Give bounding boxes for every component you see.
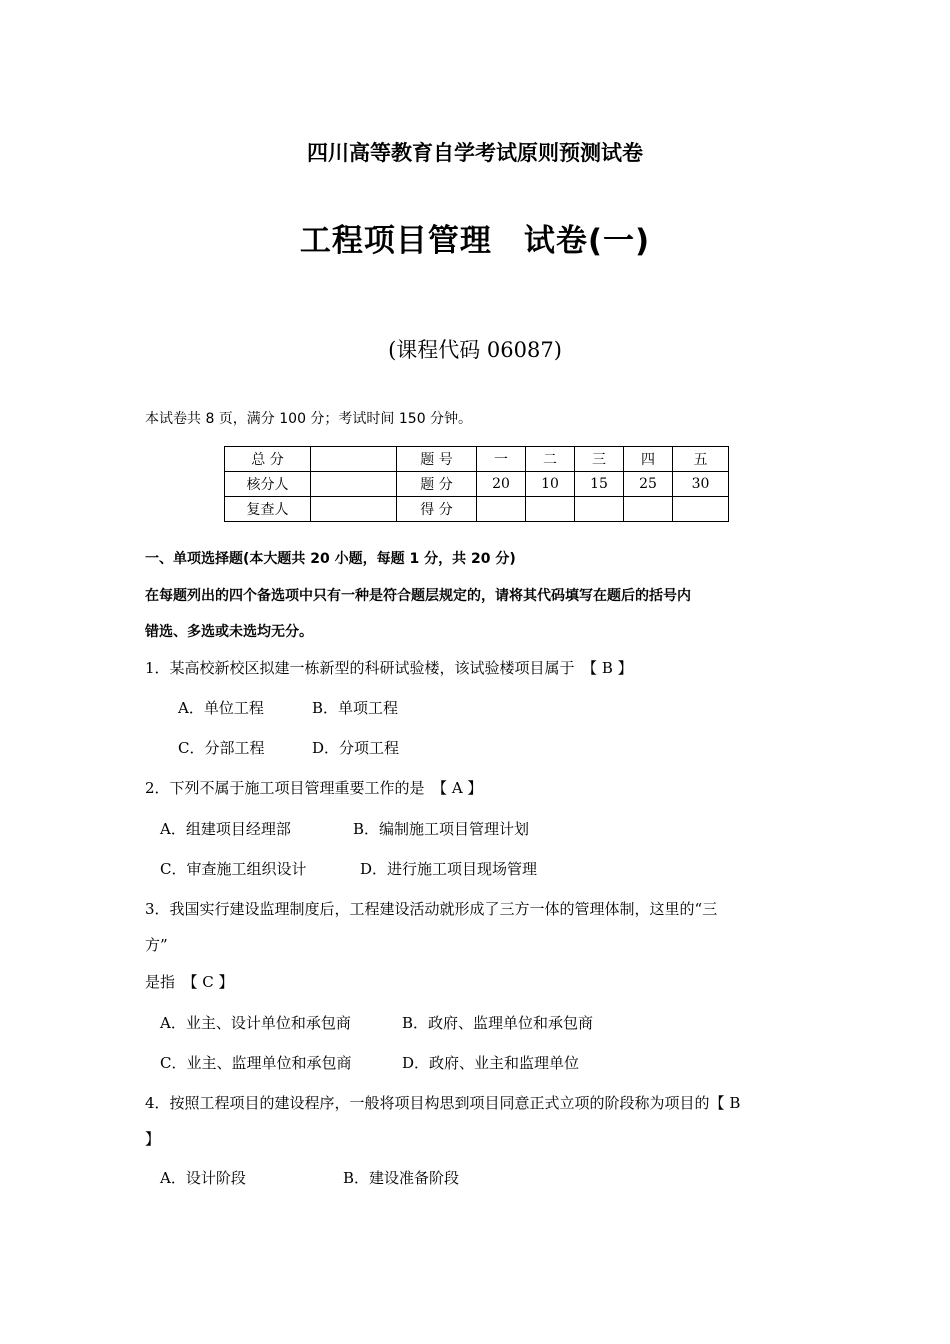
table-cell: 30 — [673, 472, 729, 497]
table-cell — [311, 447, 397, 472]
option-a: A．业主、设计单位和承包商 — [160, 1014, 351, 1032]
option-a: A．设计阶段 — [160, 1169, 246, 1187]
table-cell: 复查人 — [225, 497, 311, 522]
section-heading: 一、单项选择题(本大题共 20 小题，每题 1 分，共 20 分) — [145, 551, 516, 567]
table-cell: 五 — [673, 447, 729, 472]
table-cell: 四 — [624, 447, 673, 472]
table-cell[interactable] — [575, 497, 624, 522]
option-d: D．分项工程 — [312, 739, 400, 757]
table-cell: 三 — [575, 447, 624, 472]
table-cell: 二 — [526, 447, 575, 472]
question-stem: 2．下列不属于施工项目管理重要工作的是 【 A 】 — [145, 779, 483, 797]
course-code: (课程代码 06087) — [388, 338, 562, 362]
table-cell: 题 分 — [397, 472, 477, 497]
table-cell[interactable] — [526, 497, 575, 522]
table-cell[interactable] — [624, 497, 673, 522]
question-stem: 】 — [145, 1130, 161, 1148]
table-cell: 总 分 — [225, 447, 311, 472]
exam-name: 四川高等教育自学考试原则预测试卷 — [307, 141, 643, 165]
table-cell: 一 — [477, 447, 526, 472]
option-b: B．编制施工项目管理计划 — [353, 820, 530, 838]
option-c: C．业主、监理单位和承包商 — [160, 1054, 352, 1072]
option-c: C．分部工程 — [178, 739, 265, 757]
section-instruction: 在每题列出的四个备选项中只有一种是符合题层规定的，请将其代码填写在题后的括号内 — [145, 588, 691, 604]
option-d: D．政府、业主和监理单位 — [402, 1054, 580, 1072]
table-cell[interactable] — [477, 497, 526, 522]
section-instruction: 错选、多选或未选均无分。 — [145, 624, 313, 640]
question-stem: 3．我国实行建设监理制度后，工程建设活动就形成了三方一体的管理体制，这里的“三 — [145, 900, 718, 918]
table-cell: 题 号 — [397, 447, 477, 472]
table-row — [225, 497, 729, 522]
table-cell: 核分人 — [225, 472, 311, 497]
table-cell: 得 分 — [397, 497, 477, 522]
option-b: B．建设准备阶段 — [343, 1169, 460, 1187]
option-d: D．进行施工项目现场管理 — [360, 860, 538, 878]
table-row — [225, 472, 729, 497]
question-stem: 是指 【 C 】 — [145, 973, 234, 991]
option-b: B．单项工程 — [312, 699, 399, 717]
table-cell: 15 — [575, 472, 624, 497]
question-stem: 1．某高校新校区拟建一栋新型的科研试验楼，该试验楼项目属于 【 B 】 — [145, 659, 633, 677]
score-table — [224, 446, 729, 522]
table-cell[interactable] — [673, 497, 729, 522]
exam-info: 本试卷共 8 页，满分 100 分；考试时间 150 分钟。 — [145, 411, 473, 427]
question-stem: 4．按照工程项目的建设程序，一般将项目构思到项目同意正式立项的阶段称为项目的【 B — [145, 1094, 741, 1112]
option-c: C．审查施工组织设计 — [160, 860, 307, 878]
table-cell[interactable] — [311, 472, 397, 497]
table-cell: 25 — [624, 472, 673, 497]
paper-title: 工程项目管理 试卷(一) — [299, 223, 651, 259]
question-stem: 方” — [145, 936, 168, 954]
option-b: B．政府、监理单位和承包商 — [402, 1014, 594, 1032]
table-row — [225, 447, 729, 472]
table-cell: 20 — [477, 472, 526, 497]
table-cell[interactable] — [311, 497, 397, 522]
option-a: A．单位工程 — [178, 699, 264, 717]
option-a: A．组建项目经理部 — [160, 820, 291, 838]
table-cell: 10 — [526, 472, 575, 497]
